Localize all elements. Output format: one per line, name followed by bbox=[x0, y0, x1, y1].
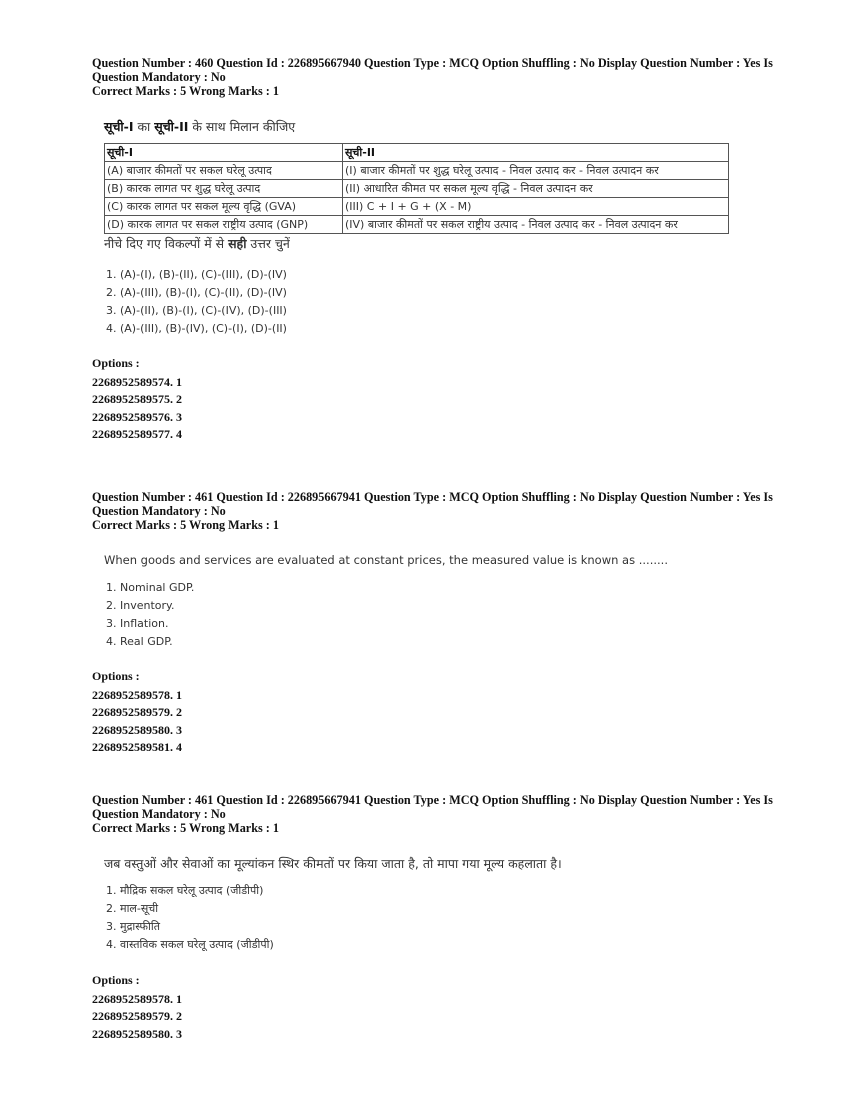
option-id: 2268952589574. 1 bbox=[92, 374, 182, 389]
choice-list bbox=[92, 882, 772, 954]
table-cell: (A) बाजार कीमतों पर सकल घरेलू उत्पाद bbox=[105, 162, 343, 180]
instruction-text: नीचे दिए गए विकल्पों में से bbox=[104, 236, 229, 251]
meta-line: Question Mandatory : No bbox=[92, 70, 226, 84]
table-header-row bbox=[105, 144, 729, 162]
table-row bbox=[105, 216, 729, 234]
meta-line: Question Number : 461 Question Id : 226895667941 Question Type : MCQ Option Shuffling : No Display Question Number : Yes Is bbox=[92, 490, 773, 504]
instruction-bold: सही bbox=[228, 236, 247, 251]
table-cell: (II) आधारित कीमत पर सकल मूल्य वृद्धि - निवल उत्पादन कर bbox=[343, 180, 729, 198]
table-row bbox=[105, 198, 729, 216]
question-body bbox=[92, 118, 772, 338]
prompt-rest: के साथ मिलान कीजिए bbox=[188, 119, 296, 134]
choice-item: 2. माल-सूची bbox=[106, 902, 159, 915]
question-block-461-en bbox=[92, 490, 772, 757]
option-id: 2268952589578. 1 bbox=[92, 687, 182, 702]
option-id: 2268952589581. 4 bbox=[92, 740, 182, 754]
question-prompt: जब वस्तुओं और सेवाओं का मूल्यांकन स्थिर कीमतों पर किया जाता है, तो मापा गया मूल्य कहलाता है। bbox=[104, 856, 562, 871]
table-cell: (B) कारक लागत पर शुद्ध घरेलू उत्पाद bbox=[105, 180, 343, 198]
options-label: Options : bbox=[92, 356, 140, 370]
choice-item: 3. (A)-(II), (B)-(I), (C)-(IV), (D)-(III) bbox=[106, 304, 287, 317]
meta-line: Question Mandatory : No bbox=[92, 504, 226, 518]
table-cell: (D) कारक लागत पर सकल राष्ट्रीय उत्पाद (GNP) bbox=[105, 216, 343, 234]
marks-line: Correct Marks : 5 Wrong Marks : 1 bbox=[92, 84, 279, 98]
instruction-text: उत्तर चुनें bbox=[246, 236, 290, 251]
choice-item: 1. मौद्रिक सकल घरेलू उत्पाद (जीडीपी) bbox=[106, 884, 264, 897]
question-body bbox=[92, 553, 772, 651]
options-label: Options : bbox=[92, 973, 140, 987]
marks-line: Correct Marks : 5 Wrong Marks : 1 bbox=[92, 518, 279, 532]
list-1-ref: सूची-I bbox=[104, 119, 134, 134]
option-id: 2268952589577. 4 bbox=[92, 427, 182, 441]
meta-line: Question Number : 460 Question Id : 226895667940 Question Type : MCQ Option Shuffling : No Display Question Number : Yes Is bbox=[92, 56, 773, 70]
question-block-461-hi bbox=[92, 793, 772, 1043]
options-section bbox=[92, 355, 772, 444]
answer-instruction bbox=[92, 235, 772, 252]
question-meta bbox=[92, 793, 772, 835]
list-2-ref: सूची-II bbox=[154, 119, 189, 134]
table-cell: (III) C + I + G + (X - M) bbox=[343, 198, 729, 216]
options-label: Options : bbox=[92, 669, 140, 683]
option-id: 2268952589580. 3 bbox=[92, 1026, 182, 1041]
choice-item: 4. (A)-(III), (B)-(IV), (C)-(I), (D)-(II) bbox=[106, 322, 287, 335]
choice-list bbox=[92, 579, 772, 651]
choice-item: 4. Real GDP. bbox=[106, 635, 173, 648]
option-id: 2268952589579. 2 bbox=[92, 1009, 182, 1023]
table-header-cell: सूची-II bbox=[343, 144, 729, 162]
option-id: 2268952589575. 2 bbox=[92, 392, 182, 406]
match-table bbox=[104, 143, 729, 234]
table-cell: (IV) बाजार कीमतों पर सकल राष्ट्रीय उत्पाद - निवल उत्पाद कर - निवल उत्पादन कर bbox=[343, 216, 729, 234]
choice-item: 1. Nominal GDP. bbox=[106, 581, 195, 594]
table-cell: (I) बाजार कीमतों पर शुद्ध घरेलू उत्पाद - निवल उत्पाद कर - निवल उत्पादन कर bbox=[343, 162, 729, 180]
question-prompt bbox=[92, 118, 772, 135]
option-id: 2268952589576. 3 bbox=[92, 409, 182, 424]
question-block-460 bbox=[92, 56, 772, 444]
choice-item: 3. Inflation. bbox=[106, 617, 169, 630]
table-cell: (C) कारक लागत पर सकल मूल्य वृद्धि (GVA) bbox=[105, 198, 343, 216]
meta-line: Question Mandatory : No bbox=[92, 807, 226, 821]
meta-line: Question Number : 461 Question Id : 226895667941 Question Type : MCQ Option Shuffling : No Display Question Number : Yes Is bbox=[92, 793, 773, 807]
choice-list bbox=[92, 266, 772, 338]
choice-item: 1. (A)-(I), (B)-(II), (C)-(III), (D)-(IV) bbox=[106, 268, 287, 281]
choice-item: 2. (A)-(III), (B)-(I), (C)-(II), (D)-(IV) bbox=[106, 286, 287, 299]
options-section bbox=[92, 668, 772, 757]
option-id: 2268952589580. 3 bbox=[92, 722, 182, 737]
question-prompt: When goods and services are evaluated at constant prices, the measured value is known as ........ bbox=[104, 553, 668, 567]
choice-item: 4. वास्तविक सकल घरेलू उत्पाद (जीडीपी) bbox=[106, 938, 274, 951]
marks-line: Correct Marks : 5 Wrong Marks : 1 bbox=[92, 821, 279, 835]
option-id: 2268952589579. 2 bbox=[92, 705, 182, 719]
question-meta bbox=[92, 56, 772, 98]
table-row bbox=[105, 180, 729, 198]
question-meta bbox=[92, 490, 772, 532]
question-body bbox=[92, 855, 772, 954]
choice-item: 3. मुद्रास्फीति bbox=[106, 920, 160, 933]
option-id: 2268952589578. 1 bbox=[92, 991, 182, 1006]
table-header-cell: सूची-I bbox=[105, 144, 343, 162]
prompt-connector: का bbox=[133, 119, 155, 134]
table-row bbox=[105, 162, 729, 180]
choice-item: 2. Inventory. bbox=[106, 599, 175, 612]
options-section bbox=[92, 972, 772, 1043]
